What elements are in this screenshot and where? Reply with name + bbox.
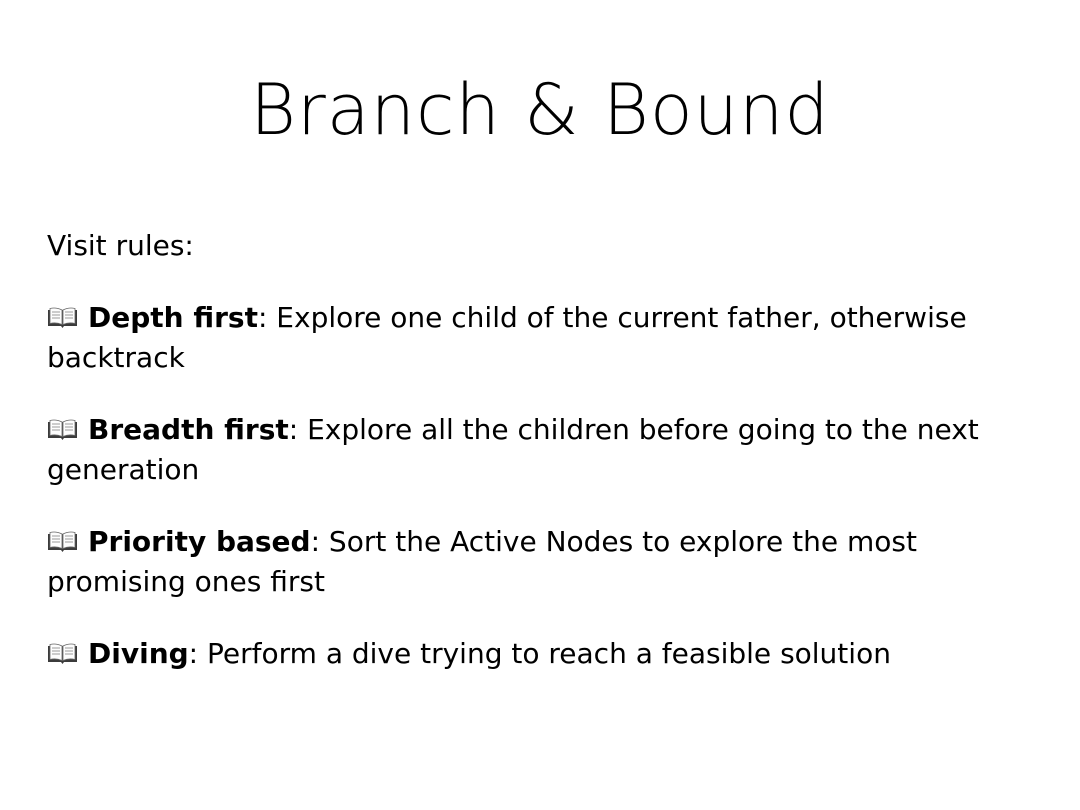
open-book-icon bbox=[47, 531, 78, 553]
slide-title: Branch & Bound bbox=[250, 69, 830, 151]
rule-term: Breadth first bbox=[88, 413, 289, 446]
rule-description: : Explore one child of the current father, otherwise backtrack bbox=[47, 301, 967, 374]
rule-depth-first bbox=[47, 298, 1047, 378]
slide-body bbox=[47, 226, 1047, 706]
rule-breadth-first bbox=[47, 410, 1047, 490]
rule-term: Diving bbox=[88, 637, 189, 670]
open-book-icon bbox=[47, 419, 78, 441]
rule-description: : Explore all the children before going to the next generation bbox=[47, 413, 979, 486]
open-book-icon bbox=[47, 643, 78, 665]
open-book-icon bbox=[47, 307, 78, 329]
rule-diving bbox=[47, 634, 1047, 674]
rule-description: : Perform a dive trying to reach a feasible solution bbox=[188, 637, 891, 670]
rule-description: : Sort the Active Nodes to explore the most promising ones first bbox=[47, 525, 917, 598]
intro-text: Visit rules: bbox=[47, 229, 194, 262]
rule-term: Priority based bbox=[88, 525, 311, 558]
rule-term: Depth first bbox=[88, 301, 258, 334]
rule-priority-based bbox=[47, 522, 1047, 602]
